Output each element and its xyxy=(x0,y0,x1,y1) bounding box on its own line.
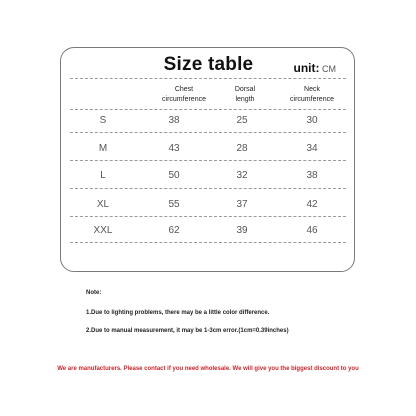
cell-dorsal: 28 xyxy=(236,143,248,154)
cell-size: M xyxy=(98,143,108,154)
size-table-card xyxy=(60,47,355,272)
cell-chest: 38 xyxy=(168,115,180,126)
cell-neck: 42 xyxy=(306,199,318,210)
divider xyxy=(70,188,346,189)
divider xyxy=(70,160,346,161)
divider xyxy=(70,132,346,133)
note-item: 1.Due to lighting problems, there may be a little color difference. xyxy=(86,310,270,316)
cell-neck: 38 xyxy=(306,170,318,181)
cell-dorsal: 32 xyxy=(236,170,248,181)
cell-size: XXL xyxy=(93,225,113,236)
header-neck: Neck circumference xyxy=(290,86,334,103)
cell-chest: 55 xyxy=(168,199,180,210)
cell-neck: 46 xyxy=(306,225,318,236)
divider xyxy=(70,216,346,217)
cell-chest: 62 xyxy=(168,225,180,236)
cell-neck: 34 xyxy=(306,143,318,154)
cell-neck: 30 xyxy=(306,115,318,126)
header-dorsal: Dorsal length xyxy=(234,86,256,103)
unit-indicator xyxy=(293,61,336,75)
unit-label: unit: xyxy=(293,61,320,75)
unit-value: CM xyxy=(322,64,336,74)
cell-dorsal: 25 xyxy=(236,115,248,126)
cell-size: L xyxy=(100,170,106,181)
divider xyxy=(70,78,346,79)
cell-dorsal: 39 xyxy=(236,225,248,236)
wholesale-footer: We are manufacturers. Please contact if you need wholesale. We will give you the biggest discount to you xyxy=(57,366,359,372)
divider xyxy=(70,242,346,243)
divider xyxy=(70,109,346,110)
cell-dorsal: 37 xyxy=(236,199,248,210)
note-item: 2.Due to manual measurement, it may be 1-3cm error.(1cm=0.39inches) xyxy=(86,328,289,334)
note-heading: Note: xyxy=(86,290,102,296)
header-chest: Chest circumference xyxy=(162,86,206,103)
cell-chest: 50 xyxy=(168,170,180,181)
cell-size: S xyxy=(99,115,107,126)
cell-size: XL xyxy=(96,199,110,210)
cell-chest: 43 xyxy=(168,143,180,154)
size-table-title: Size table xyxy=(163,54,254,75)
